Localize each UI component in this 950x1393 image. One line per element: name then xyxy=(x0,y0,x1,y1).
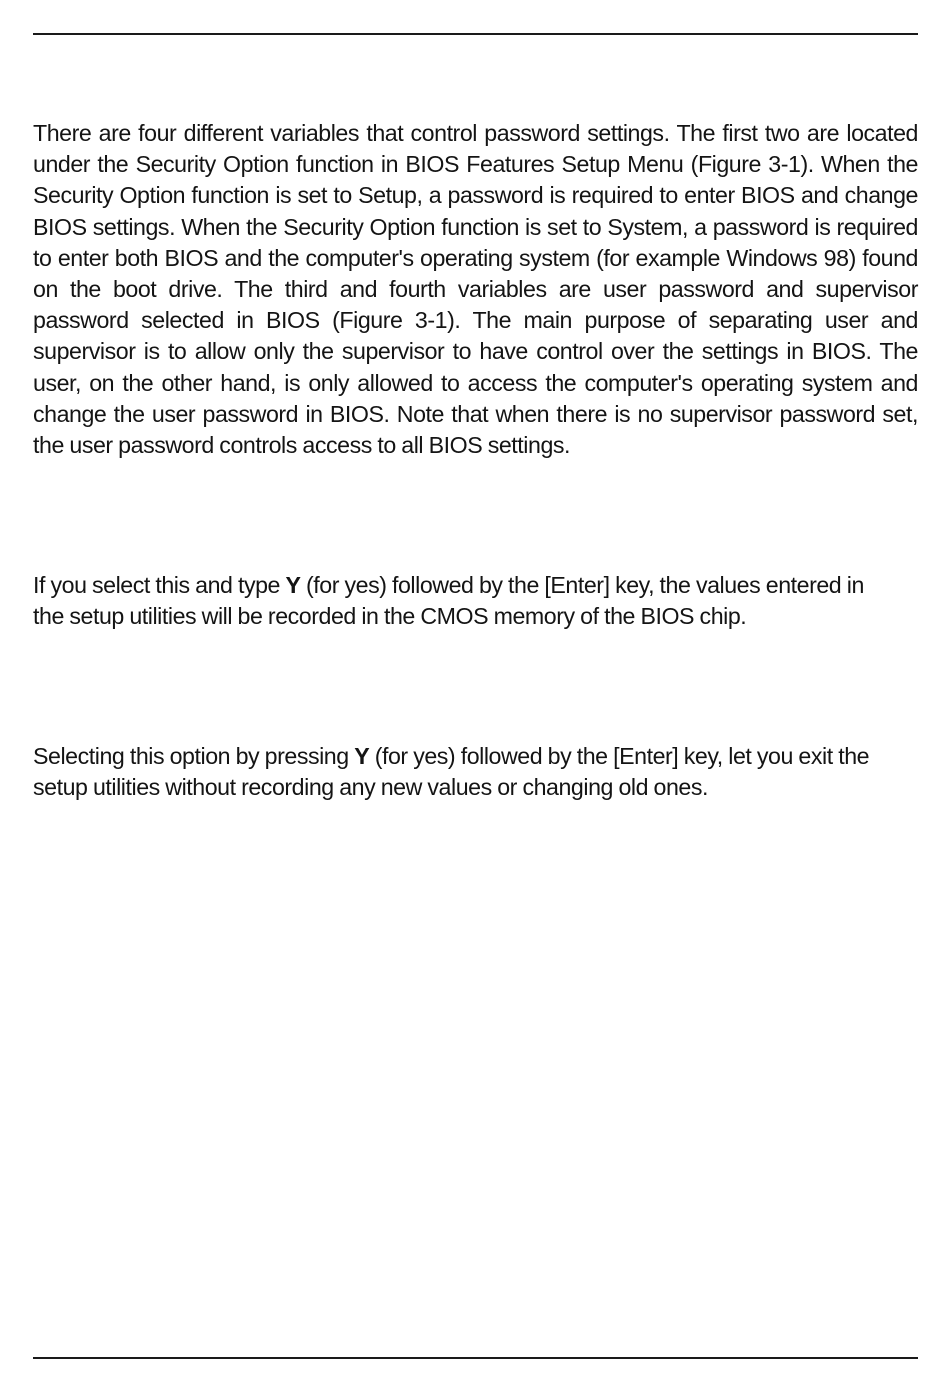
save-and-exit-paragraph xyxy=(33,570,893,632)
save-exit-text-after: (for yes) followed by the [Enter] key, the values entered in the setup utilities will be recorded in the CMOS memory of the BIOS chip. xyxy=(33,572,864,630)
exit-text-before: Selecting this option by pressing xyxy=(33,743,355,769)
top-divider xyxy=(33,33,918,35)
save-exit-key: Y xyxy=(285,572,301,598)
save-exit-text-before: If you select this and type xyxy=(33,572,286,598)
exit-key: Y xyxy=(354,743,370,769)
exit-without-saving-paragraph xyxy=(33,741,903,803)
password-settings-paragraph: There are four different variables that control password settings. The first two are located under the Security Option function in BIOS Features Setup Menu (Figure 3-1). When the Security Option function is set to Setup, a password is required to enter BIOS and change BIOS settings. When the Security Option function is set to System, a password is required to enter both BIOS and the computer's operating system (for example Windows 98) found on the boot drive. The third and fourth variables are user password and supervisor password selected in BIOS (Figure 3-1). The main purpose of separating user and supervisor is to allow only the supervisor to have control over the settings in BIOS. The user, on the other hand, is only allowed to access the computer's operating system and change the user password in BIOS. Note that when there is no supervisor password set, the user password controls access to all BIOS settings. xyxy=(33,120,918,459)
bottom-divider xyxy=(33,1357,918,1359)
exit-text-after: (for yes) followed by the [Enter] key, let you exit the setup utilities without recording any new values or changing old ones. xyxy=(33,743,870,801)
